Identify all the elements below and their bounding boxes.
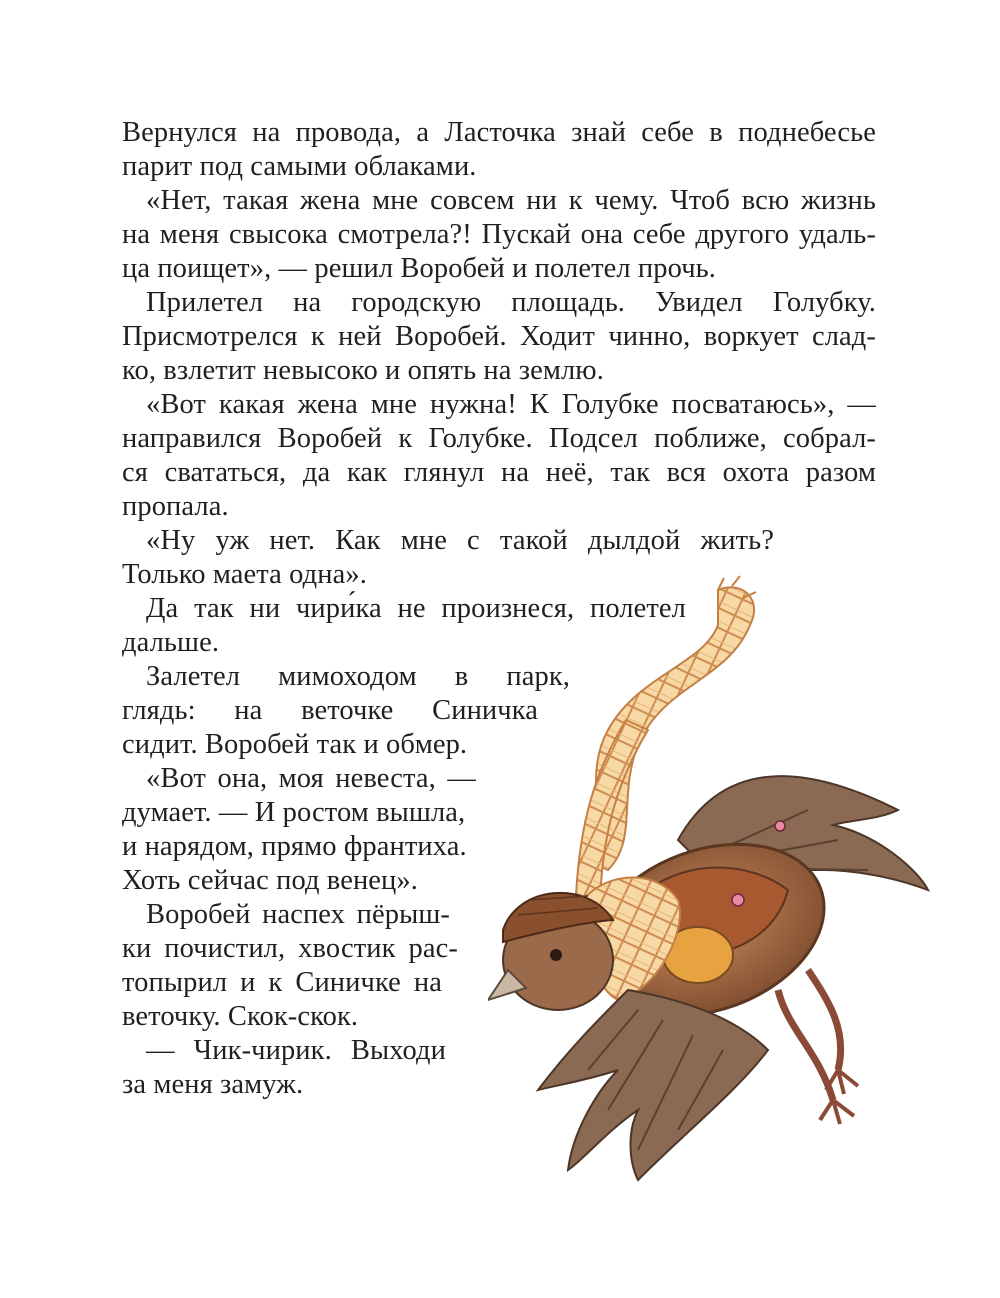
text-line: «Вот какая жена мне нужна! К Голубке посватаюсь», — <box>146 389 876 420</box>
text-line: дальше. <box>122 627 220 658</box>
text-line: пропала. <box>122 491 229 522</box>
sparrow-in-cap-and-scarf-illustration <box>488 570 968 1230</box>
text-line: и нарядом, прямо франтиха. <box>122 831 467 862</box>
text-line: Воробей наспех пёрыш- <box>146 899 450 930</box>
text-line: ки почистил, хвостик рас- <box>122 933 458 964</box>
text-line: глядь: на веточке Синичка <box>122 695 538 726</box>
text-line: веточку. Скок-скок. <box>122 1001 359 1032</box>
text-line: сидит. Воробей так и обмер. <box>122 729 468 760</box>
text-line: Да так ни чири́ка не произнеся, полетел <box>146 593 686 624</box>
text-line: «Нет, такая жена мне совсем ни к чему. Чтоб всю жизнь <box>146 185 876 216</box>
text-line: ся свататься, да как глянул на неё, так вся охота разом <box>122 457 876 488</box>
text-line: за меня замуж. <box>122 1069 304 1100</box>
text-line: «Вот она, моя невеста, — <box>146 763 476 794</box>
text-line: направился Воробей к Голубке. Подсел поближе, собрал- <box>122 423 876 454</box>
text-line: Хоть сейчас под венец». <box>122 865 418 896</box>
text-line: Присмотрелся к ней Воробей. Ходит чинно, воркует слад- <box>122 321 876 352</box>
text-line: Вернулся на провода, а Ласточка знай себе в поднебесье <box>122 117 876 148</box>
text-line: думает. — И ростом вышла, <box>122 797 466 828</box>
text-line: Только маета одна». <box>122 559 367 590</box>
text-line: Прилетел на городскую площадь. Увидел Голубку. <box>146 287 876 318</box>
text-line: — Чик-чирик. Выходи <box>146 1035 446 1066</box>
text-line: Залетел мимоходом в парк, <box>146 661 570 692</box>
text-line: ко, взлетит невысоко и опять на землю. <box>122 355 604 386</box>
text-line: на меня свысока смотрела?! Пускай она себе другого удаль- <box>122 219 876 250</box>
text-line: топырил и к Синичке на <box>122 967 442 998</box>
text-line: парит под самыми облаками. <box>122 151 477 182</box>
text-line: ца поищет», — решил Воробей и полетел прочь. <box>122 253 717 284</box>
text-line: «Ну уж нет. Как мне с такой дылдой жить? <box>146 525 774 556</box>
